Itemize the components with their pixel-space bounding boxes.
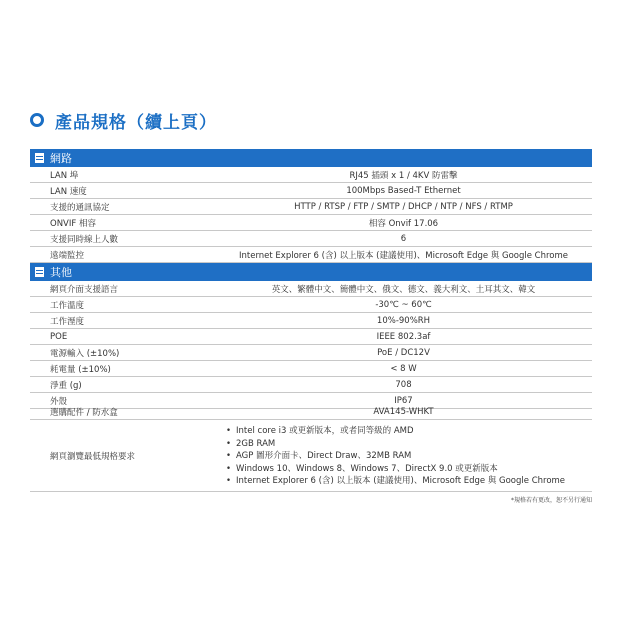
- list-icon: [35, 153, 44, 163]
- spec-value: 708: [395, 379, 412, 390]
- spec-label: 遠端監控: [50, 250, 85, 261]
- spec-label: LAN 埠: [50, 170, 79, 181]
- section-header-other: [30, 263, 592, 281]
- spec-value: 10%-90%RH: [376, 315, 431, 326]
- section-header-network: [30, 149, 592, 167]
- spec-label: 工作溼度: [50, 316, 85, 327]
- section-title: 其他: [50, 266, 72, 279]
- spec-value: RJ45 插頭 x 1 / 4KV 防雷擊: [349, 170, 458, 181]
- spec-row: [30, 377, 592, 393]
- spec-label: 工作溫度: [50, 300, 85, 311]
- spec-label: 耗電量 (±10%): [50, 364, 111, 375]
- spec-value: -30℃ ~ 60℃: [375, 299, 432, 310]
- spec-row: [30, 313, 592, 329]
- spec-label: 外殼: [50, 396, 68, 407]
- spec-row: [30, 199, 592, 215]
- spec-value: HTTP / RTSP / FTP / SMTP / DHCP / NTP / NFS / RTMP: [294, 201, 513, 212]
- list-item: • Internet Explorer 6 (含) 以上版本 (建議使用)、Microsoft Edge 與 Google Chrome: [226, 475, 565, 488]
- spec-row: [30, 329, 592, 345]
- spec-label: 支援的通訊協定: [50, 202, 110, 213]
- spec-row: [30, 281, 592, 297]
- spec-label: 電源輸入 (±10%): [50, 348, 120, 359]
- spec-value: IP67: [394, 395, 413, 406]
- spec-row: [30, 231, 592, 247]
- footnote: *規格若有更改，恕不另行通知: [510, 497, 592, 504]
- spec-label: ONVIF 相容: [50, 218, 96, 229]
- spec-label: 網頁介面支援語言: [50, 284, 119, 295]
- spec-row: [30, 215, 592, 231]
- list-item: • Windows 10、Windows 8、Windows 7、DirectX 9.0 或更新版本: [226, 463, 565, 476]
- list-icon: [35, 267, 44, 277]
- list-item: • 2GB RAM: [226, 438, 565, 451]
- spec-value: < 8 W: [390, 363, 417, 374]
- spec-row: [30, 297, 592, 313]
- requirements-list: [226, 425, 565, 488]
- spec-label: 選購配件 / 防水盒: [50, 407, 118, 418]
- spec-label: 支援同時線上人數: [50, 234, 119, 245]
- spec-value: 英文、繁體中文、簡體中文、俄文、德文、義大利文、土耳其文、韓文: [271, 284, 536, 295]
- circle-bullet-icon: [30, 113, 44, 127]
- spec-value: 100Mbps Based-T Ethernet: [346, 185, 461, 196]
- spec-row: [30, 183, 592, 199]
- spec-row: [30, 345, 592, 361]
- list-item: • Intel core i3 或更新版本，或者同等級的 AMD: [226, 425, 565, 438]
- spec-row: [30, 247, 592, 263]
- spec-row: [30, 167, 592, 183]
- page-title: 產品規格（續上頁）: [55, 112, 217, 133]
- page-title-row: [30, 108, 217, 132]
- spec-label: LAN 速度: [50, 186, 87, 197]
- spec-value: 6: [400, 233, 407, 244]
- spec-value: IEEE 802.3af: [376, 331, 431, 342]
- spec-value: PoE / DC12V: [377, 347, 430, 358]
- spec-value: Internet Explorer 6 (含) 以上版本 (建議使用)、Microsoft Edge 與 Google Chrome: [238, 250, 569, 261]
- spec-value: AVA145-WHKT: [373, 406, 434, 417]
- spec-label: 淨重 (g): [50, 380, 82, 391]
- spec-row: [30, 404, 592, 420]
- spec-value: 相容 Onvif 17.06: [368, 218, 439, 229]
- list-item: • AGP 圖形介面卡、Direct Draw、32MB RAM: [226, 450, 565, 463]
- section-title: 網路: [50, 152, 72, 165]
- spec-label: 網頁瀏覽最低規格要求: [50, 452, 136, 462]
- browser-requirements-row: [30, 420, 592, 492]
- spec-label: POE: [50, 331, 68, 342]
- spec-row: [30, 361, 592, 377]
